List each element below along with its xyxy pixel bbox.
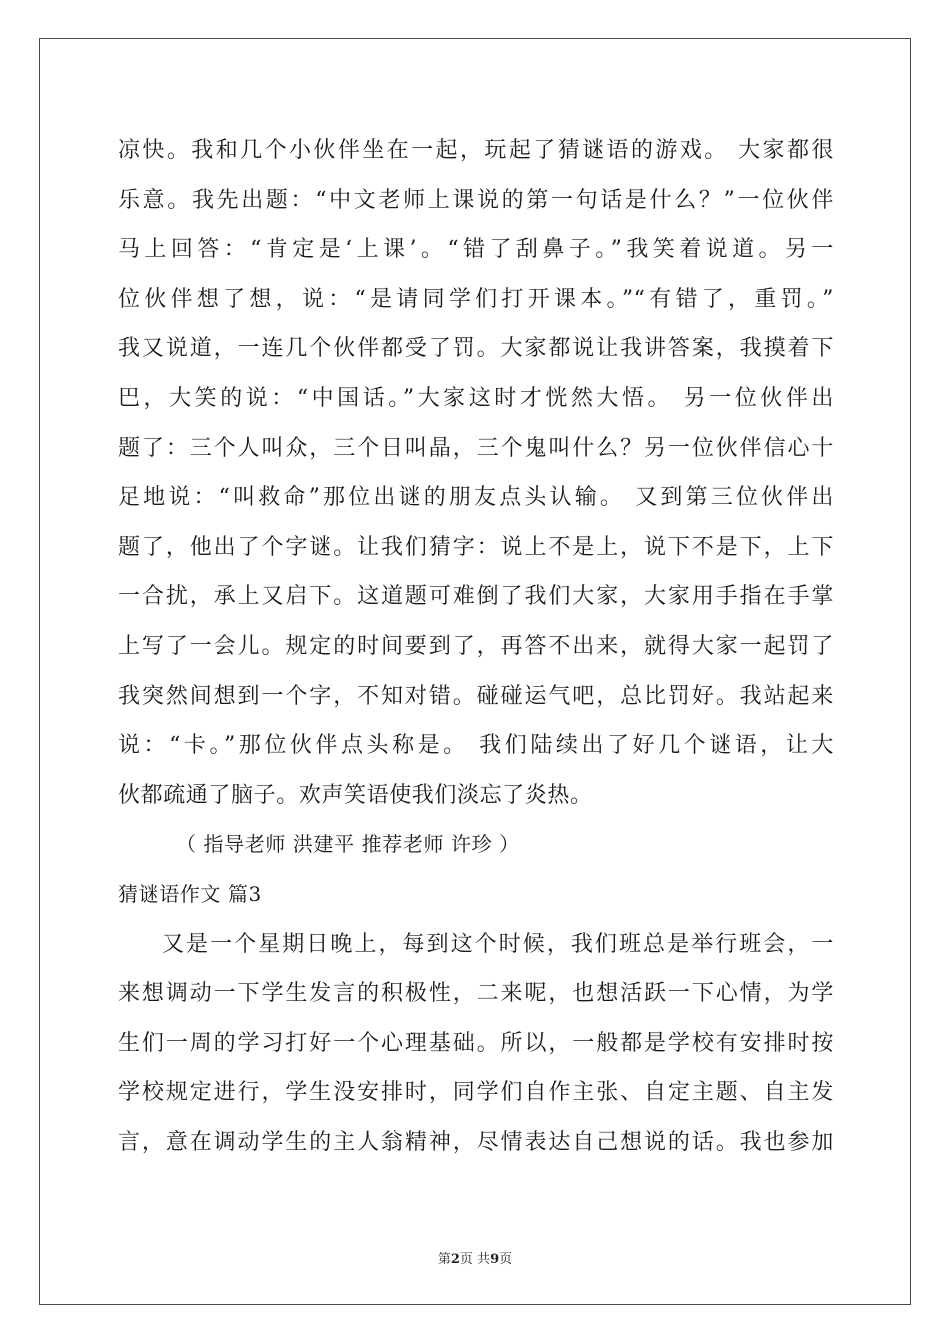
section-heading: 猜谜语作文 篇3 xyxy=(118,881,262,906)
footer-total-pages: 9 xyxy=(490,1252,500,1267)
text-line: 巴，大笑的说：“中国话。”大家这时才恍然大悟。 另一位伙伴出 xyxy=(118,385,834,411)
text-line: 凉快。我和几个小伙伴坐在一起，玩起了猜谜语的游戏。 大家都很 xyxy=(118,138,834,163)
footer-suffix: 页 xyxy=(499,1252,513,1267)
text-line: 足地说：“叫救命”那位出谜的朋友点头认输。 又到第三位伙伴出 xyxy=(118,485,834,511)
text-line: 生们一周的学习打好一个心理基础。所以，一般都是学校有安排时按 xyxy=(118,1030,834,1056)
text-line: 一合扰，承上又启下。这道题可难倒了我们大家，大家用手指在手掌 xyxy=(118,584,834,610)
text-line: 我又说道，一连几个伙伴都受了罚。大家都说让我讲答案，我摸着下 xyxy=(118,336,834,362)
footer-mid: 页 共 xyxy=(459,1252,491,1267)
text-line: 又是一个星期日晚上，每到这个时候，我们班总是举行班会，一 xyxy=(162,931,834,957)
page-footer xyxy=(0,1248,950,1267)
text-line: 上写了一会儿。规定的时间要到了，再答不出来，就得大家一起罚了 xyxy=(118,633,834,659)
text-line: 说：“卡。”那位伙伴点头称是。 我们陆续出了好几个谜语，让大 xyxy=(118,733,834,759)
text-line: 位伙伴想了想，说：“是请同学们打开课本。”“有错了，重罚。” xyxy=(118,286,834,312)
footer-page-number: 2 xyxy=(450,1252,460,1267)
document-body xyxy=(118,126,834,1167)
text-line: 题了：三个人叫众，三个日叫晶，三个鬼叫什么？另一位伙伴信心十 xyxy=(118,435,834,461)
text-line: 乐意。我先出题：“中文老师上课说的第一句话是什么？”一位伙伴 xyxy=(118,187,834,213)
footer-prefix: 第 xyxy=(437,1252,451,1267)
text-line: 来想调动一下学生发言的积极性，二来呢，也想活跃一下心情，为学 xyxy=(118,981,834,1007)
text-line: 我突然间想到一个字，不知对错。碰碰运气吧，总比罚好。我站起来 xyxy=(118,683,834,709)
text-line: 马上回答：“肯定是‘上课’。“错了刮鼻子。”我笑着说道。另一 xyxy=(118,237,834,263)
teacher-credit: （ 指导老师 洪建平 推荐老师 许珍 ） xyxy=(176,832,520,857)
text-line: 学校规定进行，学生没安排时，同学们自作主张、自定主题、自主发 xyxy=(118,1080,834,1106)
text-line: 言，意在调动学生的主人翁精神，尽情表达自己想说的话。我也参加 xyxy=(118,1129,834,1155)
text-line: 题了，他出了个字谜。让我们猜字：说上不是上，说下不是下，上下 xyxy=(118,534,834,560)
text-line: 伙都疏通了脑子。欢声笑语使我们淡忘了炎热。 xyxy=(118,782,593,808)
